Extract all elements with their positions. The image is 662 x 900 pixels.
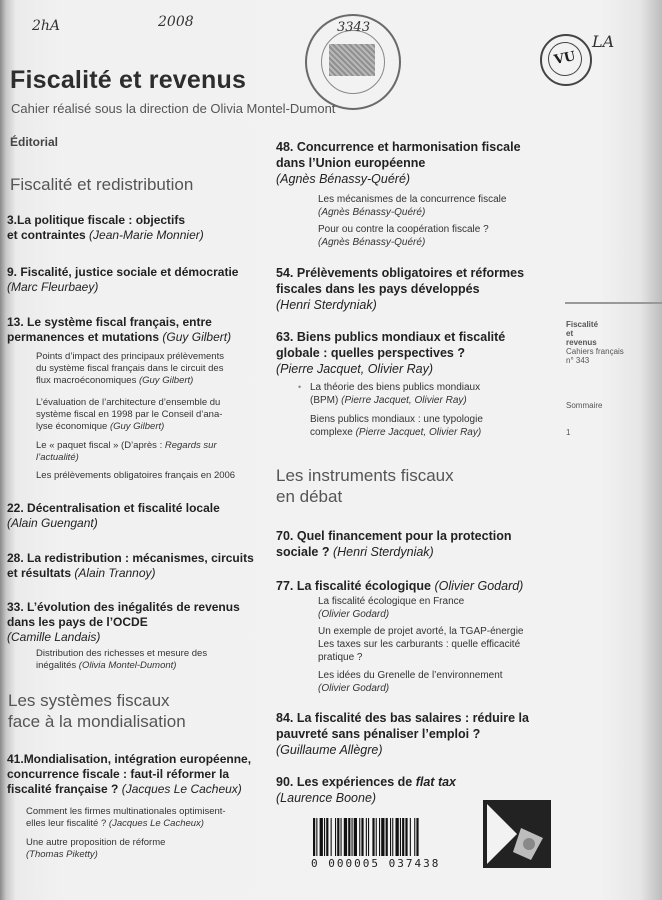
toc-entry-54[interactable]: 54. Prélèvements obligatoires et réformes fiscales dans les pays développés (Henri Sterdyniak) bbox=[276, 266, 525, 312]
toc-entry-63[interactable]: 63. Biens publics mondiaux et fiscalité globale : quelles perspectives ? (Pierre Jacquet, Olivier Ray) bbox=[276, 330, 506, 376]
barcode-bar bbox=[344, 818, 347, 856]
toc-entry-28[interactable]: 28. La redistribution : mécanismes, circuits et résultats (Alain Trannoy) bbox=[7, 551, 254, 580]
toc-entry-84[interactable]: 84. La fiscalité des bas salaires : réduire la pauvreté sans pénaliser l’emploi ? (Guillaume Allègre) bbox=[276, 711, 529, 757]
stamp-emblem-icon bbox=[329, 44, 375, 76]
toc-subentry-13-3[interactable]: Le « paquet fiscal » (D’après : Regards sur l’actualité) bbox=[36, 440, 217, 463]
barcode-bar bbox=[376, 818, 377, 856]
barcode-bar bbox=[392, 818, 393, 856]
barcode-bar bbox=[368, 818, 369, 856]
sidebar-issue-info: Fiscalité et revenus Cahiers français n° 343 bbox=[566, 320, 624, 365]
barcode-bar bbox=[316, 818, 317, 856]
vu-label: VU bbox=[545, 39, 585, 79]
barcode-bar bbox=[390, 818, 391, 856]
barcode-bar bbox=[416, 818, 418, 856]
toc-entry-33[interactable]: 33. L’évolution des inégalités de revenus dans les pays de l’OCDE (Camille Landais) bbox=[7, 600, 240, 644]
sidebar-rule bbox=[565, 302, 662, 304]
library-stamp bbox=[305, 14, 401, 110]
toc-subentry-48-2[interactable]: Pour ou contre la coopération fiscale ? (Agnès Bénassy-Quéré) bbox=[318, 224, 489, 248]
bullet-icon: • bbox=[298, 382, 302, 392]
barcode-bar bbox=[379, 818, 380, 856]
barcode bbox=[311, 818, 467, 858]
toc-subentry-41-1[interactable]: Comment les firmes multinationales optimisent- elles leur fiscalité ? (Jacques Le Cacheux) bbox=[26, 806, 226, 829]
page-subtitle: Cahier réalisé sous la direction de Olivia Montel-Dumont bbox=[11, 101, 336, 116]
barcode-bar bbox=[386, 818, 388, 856]
toc-subentry-77-4[interactable]: Les idées du Grenelle de l’environnement (Olivier Godard) bbox=[318, 670, 503, 694]
toc-subentry-77-3[interactable]: Les taxes sur les carburants : quelle efficacité pratique ? bbox=[318, 639, 521, 663]
barcode-bar bbox=[331, 818, 332, 856]
barcode-bar bbox=[324, 818, 325, 856]
barcode-bar bbox=[396, 818, 399, 856]
vu-stamp bbox=[540, 34, 592, 86]
barcode-bar bbox=[361, 818, 363, 856]
publisher-logo bbox=[483, 800, 551, 868]
barcode-bar bbox=[372, 818, 374, 856]
barcode-bar bbox=[335, 818, 336, 856]
section-heading-instruments: Les instruments fiscaux en débat bbox=[276, 466, 454, 506]
barcode-digits: 0 000005 037438 bbox=[311, 857, 441, 870]
toc-subentry-13-2[interactable]: L’évaluation de l’architecture d’ensemble du système fiscal en 1998 par le Conseil d’ana- lyse économique (Guy Gilbert) bbox=[36, 397, 223, 432]
toc-entry-90[interactable]: 90. Les expériences de flat tax (Laurence Boone) bbox=[276, 775, 457, 805]
section-heading-mondialisation: Les systèmes fiscaux face à la mondialisation bbox=[8, 691, 186, 731]
toc-entry-70[interactable]: 70. Quel financement pour la protection sociale ? (Henri Sterdyniak) bbox=[276, 529, 512, 559]
barcode-bar bbox=[400, 818, 401, 856]
sidebar-section: Sommaire bbox=[566, 401, 603, 410]
barcode-bar bbox=[348, 818, 350, 856]
toc-entry-13[interactable]: 13. Le système fiscal français, entre permanences et mutations (Guy Gilbert) bbox=[7, 315, 232, 344]
barcode-bar bbox=[381, 818, 384, 856]
publisher-logo-icon bbox=[483, 800, 551, 868]
editorial-heading: Éditorial bbox=[10, 135, 59, 149]
toc-entry-9[interactable]: 9. Fiscalité, justice sociale et démocratie (Marc Fleurbaey) bbox=[7, 265, 239, 294]
barcode-bar bbox=[326, 818, 328, 856]
barcode-bar bbox=[414, 818, 415, 856]
barcode-bar bbox=[405, 818, 407, 856]
section-heading-redistribution: Fiscalité et redistribution bbox=[10, 175, 194, 194]
handwritten-page-mark: 2hA bbox=[32, 18, 61, 34]
toc-entry-41[interactable]: 41.Mondialisation, intégration européenne, concurrence fiscale : faut-il réformer la fiscalité française ? (Jacques Le Cacheux) bbox=[7, 752, 252, 796]
handwritten-corner-mark: LA bbox=[592, 32, 615, 51]
barcode-bar bbox=[352, 818, 353, 856]
toc-entry-22[interactable]: 22. Décentralisation et fiscalité locale (Alain Guengant) bbox=[7, 501, 220, 530]
toc-subentry-33-1[interactable]: Distribution des richesses et mesure des inégalités (Olivia Montel-Dumont) bbox=[36, 648, 208, 671]
toc-subentry-63-2[interactable]: Biens publics mondiaux : une typologie complexe (Pierre Jacquet, Olivier Ray) bbox=[310, 414, 483, 438]
barcode-bar bbox=[337, 818, 339, 856]
barcode-bar bbox=[410, 818, 411, 856]
toc-entry-77[interactable]: 77. La fiscalité écologique (Olivier Godard) bbox=[276, 579, 524, 593]
barcode-bar bbox=[366, 818, 367, 856]
page-title: Fiscalité et revenus bbox=[10, 66, 247, 94]
barcode-bar bbox=[359, 818, 360, 856]
toc-entry-3[interactable]: 3.La politique fiscale : objectifs et contraintes (Jean-Marie Monnier) bbox=[7, 213, 204, 242]
sidebar-page-number: 1 bbox=[566, 428, 571, 437]
toc-entry-48[interactable]: 48. Concurrence et harmonisation fiscale dans l’Union européenne (Agnès Bénassy-Quéré) bbox=[276, 140, 521, 186]
toc-subentry-48-1[interactable]: Les mécanismes de la concurrence fiscale (Agnès Bénassy-Quéré) bbox=[318, 194, 507, 218]
toc-subentry-13-4[interactable]: Les prélèvements obligatoires français en 2006 bbox=[36, 470, 236, 481]
toc-subentry-13-1[interactable]: Points d’impact des principaux prélèvements du système fiscal français dans le circuit des flux macroéconomiques (Guy Gilbert) bbox=[36, 351, 224, 386]
barcode-bar bbox=[341, 818, 342, 856]
barcode-bar bbox=[313, 818, 315, 856]
toc-subentry-63-1[interactable]: • La théorie des biens publics mondiaux (BPM) (Pierre Jacquet, Olivier Ray) bbox=[298, 382, 481, 406]
stamp-reference: 3343 bbox=[337, 20, 371, 35]
toc-subentry-77-1[interactable]: La fiscalité écologique en France (Olivier Godard) bbox=[318, 596, 465, 620]
barcode-bar bbox=[320, 818, 323, 856]
barcode-bar bbox=[354, 818, 357, 856]
toc-subentry-77-2[interactable]: Un exemple de projet avorté, la TGAP-énergie bbox=[318, 626, 524, 637]
handwritten-year-mark: 2008 bbox=[158, 14, 194, 30]
barcode-bar bbox=[402, 818, 404, 856]
toc-subentry-41-2[interactable]: Une autre proposition de réforme (Thomas Piketty) bbox=[26, 837, 166, 860]
